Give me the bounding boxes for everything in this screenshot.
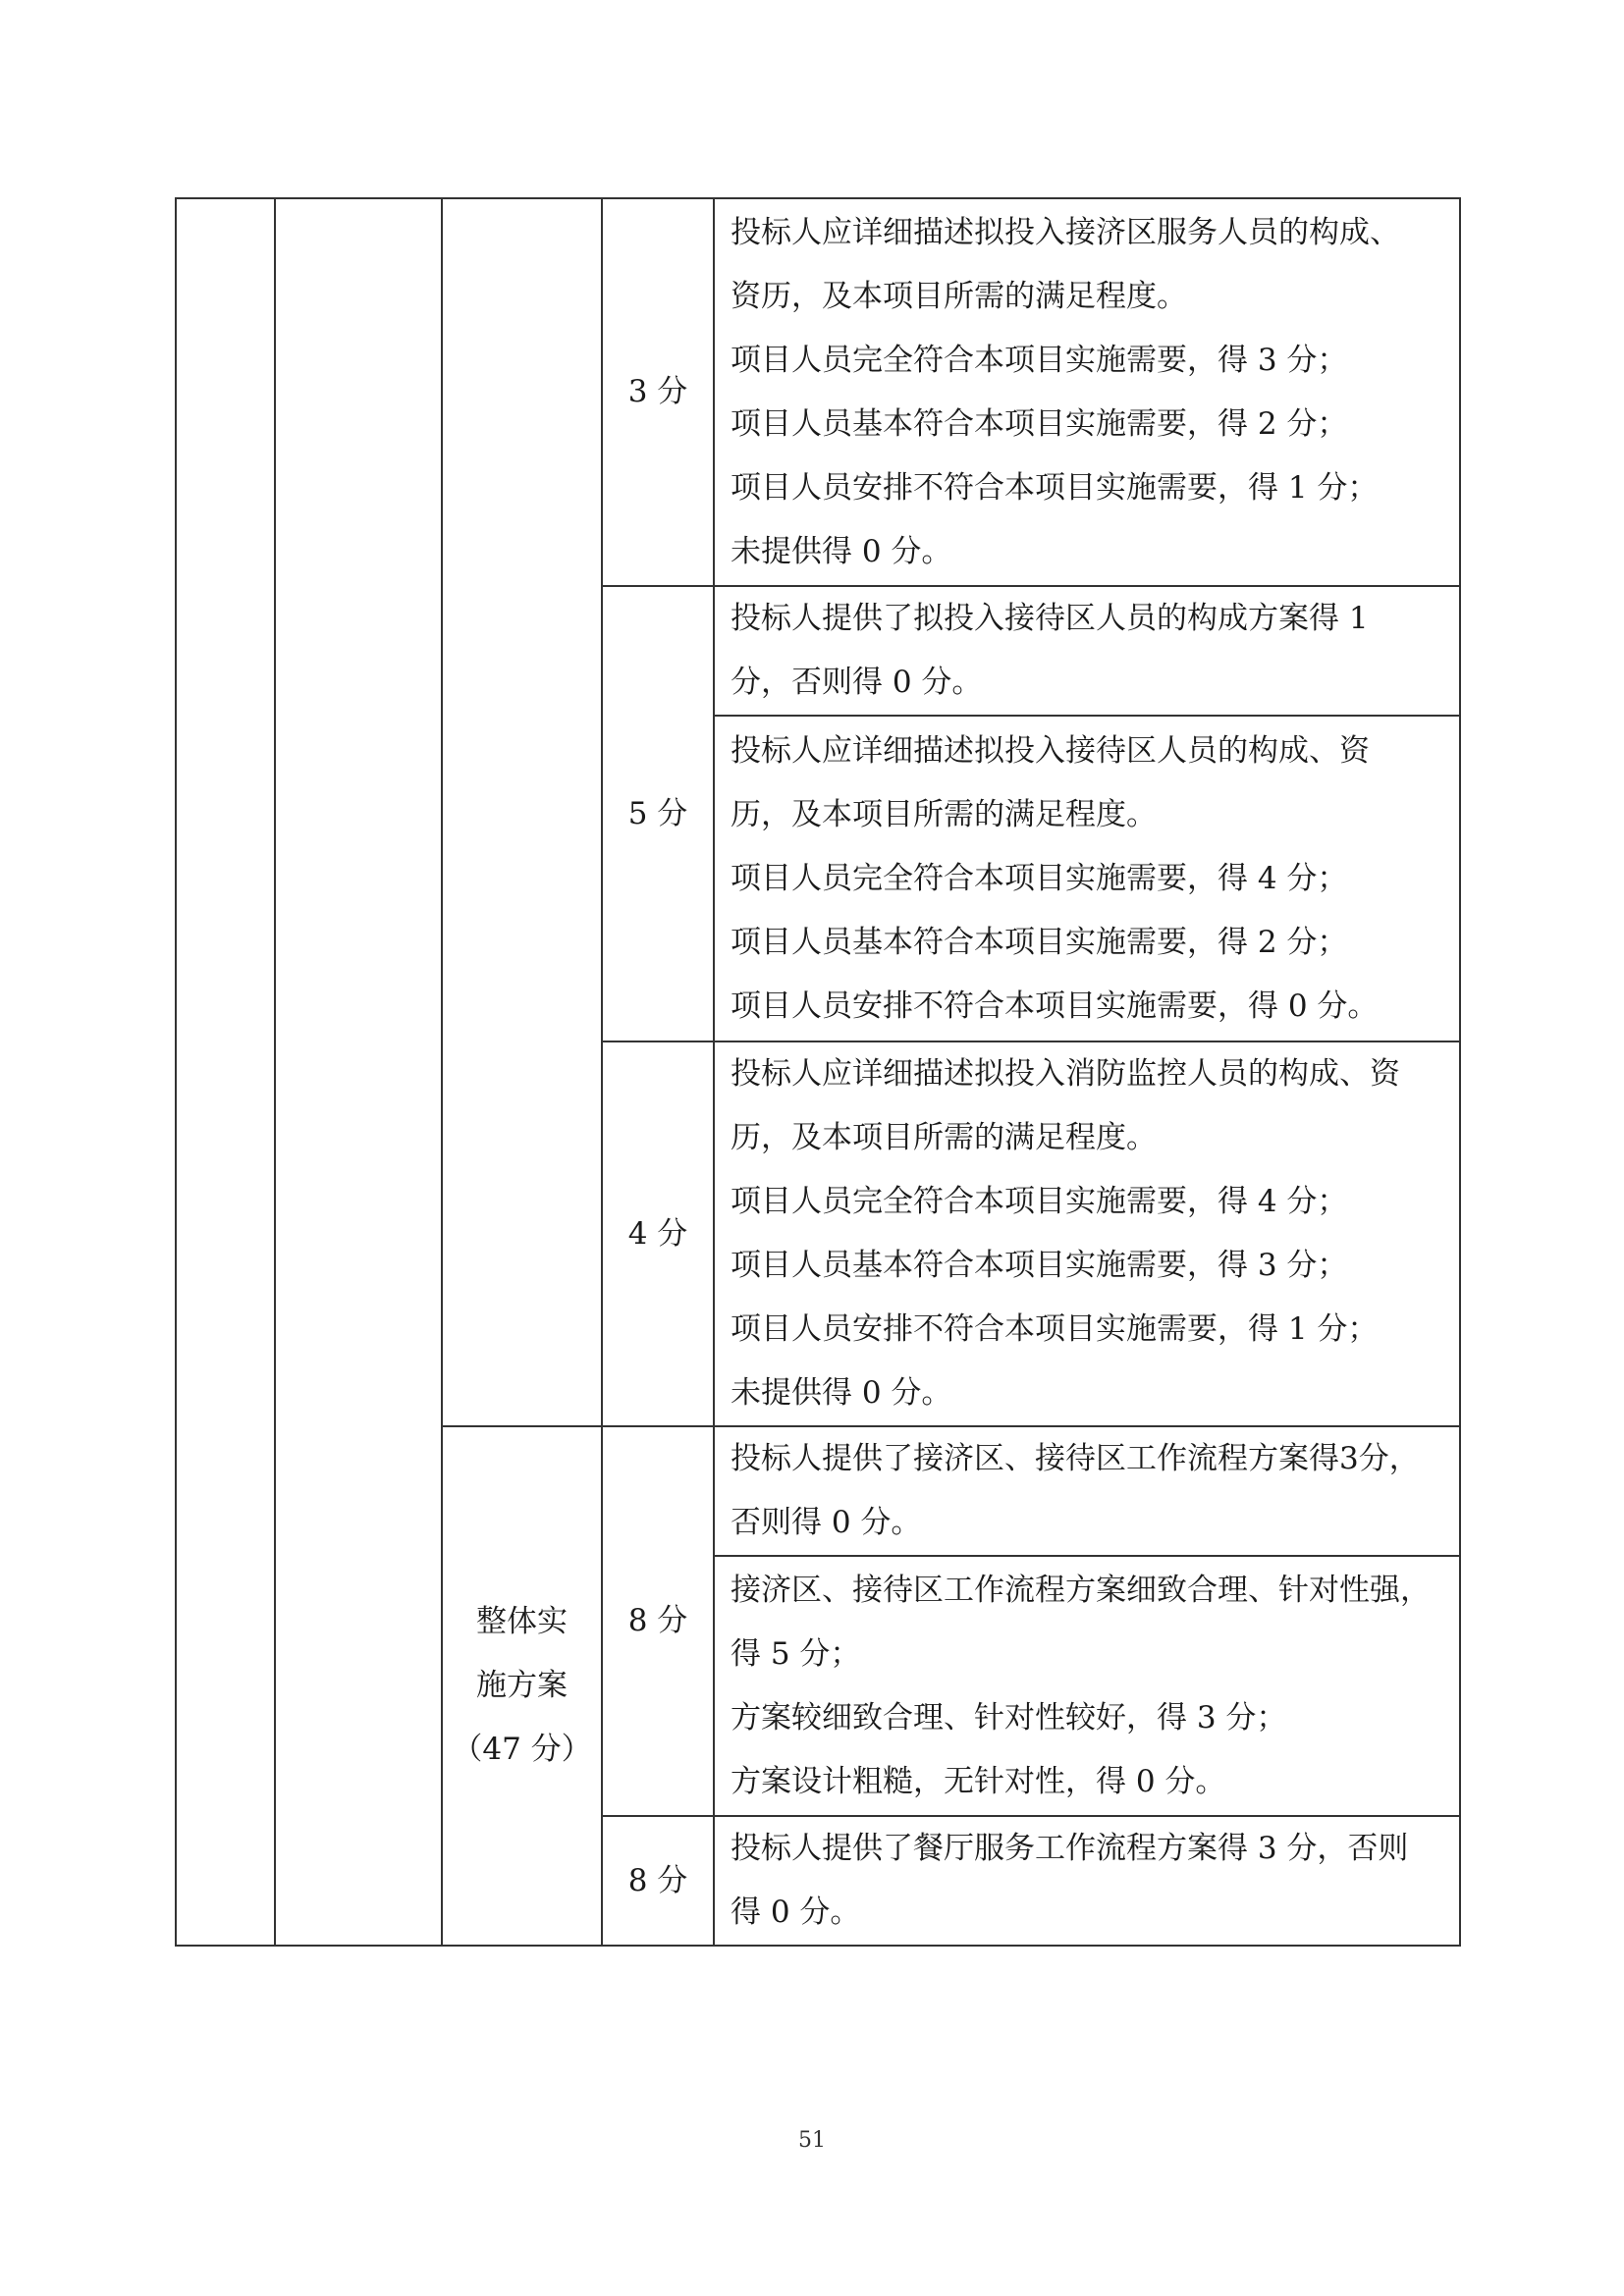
- criteria-cell: [714, 1556, 1460, 1816]
- score-cell: 3 分: [602, 198, 714, 586]
- criteria-line: 分，否则得 0 分。: [731, 665, 983, 700]
- blank-cell-col3: [442, 198, 602, 1426]
- criteria-line: 项目人员安排不符合本项目实施需要，得 0 分。: [731, 988, 1379, 1024]
- category-cell: [442, 1426, 602, 1946]
- criteria-line: 项目人员完全符合本项目实施需要，得 3 分；: [731, 342, 1348, 378]
- criteria-line: 未提供得 0 分。: [731, 1375, 952, 1411]
- criteria-line: 项目人员安排不符合本项目实施需要，得 1 分；: [731, 469, 1379, 506]
- criteria-line: 方案较细致合理、针对性较好，得 3 分；: [731, 1699, 1287, 1735]
- criteria-cell: [714, 1041, 1460, 1426]
- criteria-line: 历，及本项目所需的满足程度。: [731, 796, 1157, 832]
- table-row: [176, 198, 1460, 586]
- criteria-line: 投标人应详细描述拟投入消防监控人员的构成、资: [731, 1056, 1400, 1092]
- criteria-line: 接济区、接待区工作流程方案细致合理、针对性强，: [731, 1572, 1431, 1608]
- criteria-line: 得 0 分。: [731, 1895, 861, 1930]
- criteria-line: 历，及本项目所需的满足程度。: [731, 1120, 1157, 1155]
- criteria-line: 项目人员完全符合本项目实施需要，得 4 分；: [731, 860, 1348, 896]
- category-line: 整体实: [476, 1604, 568, 1639]
- criteria-line: 方案设计粗糙，无针对性，得 0 分。: [731, 1763, 1226, 1799]
- category-line: （47 分）: [452, 1732, 592, 1767]
- criteria-line: 项目人员安排不符合本项目实施需要，得 1 分；: [731, 1311, 1379, 1347]
- criteria-line: 否则得 0 分。: [731, 1505, 922, 1540]
- criteria-line: 项目人员基本符合本项目实施需要，得 2 分；: [731, 405, 1348, 442]
- criteria-line: 投标人提供了接济区、接待区工作流程方案得3分，: [731, 1441, 1420, 1476]
- criteria-line: 投标人提供了拟投入接待区人员的构成方案得 1: [731, 601, 1369, 636]
- criteria-line: 未提供得 0 分。: [731, 533, 952, 569]
- blank-cell-col1: [176, 198, 275, 1946]
- criteria-line: 得 5 分；: [731, 1635, 861, 1672]
- criteria-cell: [714, 586, 1460, 716]
- blank-cell-col2: [275, 198, 442, 1946]
- criteria-line: 项目人员基本符合本项目实施需要，得 2 分；: [731, 924, 1348, 960]
- criteria-cell: [714, 1426, 1460, 1556]
- criteria-line: 投标人应详细描述拟投入接济区服务人员的构成、: [731, 214, 1400, 250]
- criteria-line: 投标人应详细描述拟投入接待区人员的构成、资: [731, 732, 1370, 769]
- page-number: 51: [798, 2128, 826, 2153]
- score-cell: 8 分: [602, 1816, 714, 1946]
- score-cell: 8 分: [602, 1426, 714, 1816]
- criteria-cell: [714, 716, 1460, 1041]
- scoring-table: [175, 197, 1461, 1947]
- criteria-line: 投标人提供了餐厅服务工作流程方案得 3 分，否则: [731, 1831, 1409, 1866]
- criteria-line: 资历，及本项目所需的满足程度。: [731, 278, 1187, 314]
- criteria-cell: [714, 1816, 1460, 1946]
- criteria-line: 项目人员基本符合本项目实施需要，得 3 分；: [731, 1248, 1348, 1283]
- score-cell: 5 分: [602, 586, 714, 1041]
- score-cell: 4 分: [602, 1041, 714, 1426]
- category-line: 施方案: [476, 1668, 568, 1703]
- criteria-cell: [714, 198, 1460, 586]
- criteria-line: 项目人员完全符合本项目实施需要，得 4 分；: [731, 1184, 1348, 1219]
